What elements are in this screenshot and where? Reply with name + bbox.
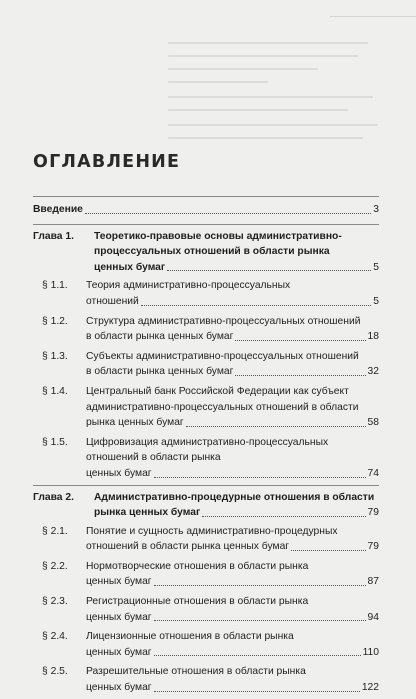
toc-page-number: 3 [373,204,379,215]
table-of-contents [33,196,379,699]
section-number: § 1.4. [42,385,68,397]
dot-leader [141,305,371,306]
dot-leader [202,516,365,517]
dot-leader [154,620,366,621]
toc-chapter-1[interactable] [33,225,379,278]
toc-page-number: 87 [367,576,379,588]
dot-leader [186,426,366,427]
toc-line: в области рынка ценных бумаг [86,331,234,343]
section-number: § 2.5. [42,666,68,678]
toc-entry-intro[interactable] [33,197,379,224]
toc-section-2-5[interactable] [33,663,379,698]
toc-page-number: 32 [367,366,379,378]
toc-page-number: 58 [367,417,379,429]
section-number: § 1.3. [42,350,68,362]
toc-line: Лицензионные отношения в области рынка [86,631,294,643]
section-number: § 1.5. [42,436,68,448]
section-number: § 2.4. [42,631,68,643]
toc-section-1-5[interactable] [33,434,379,485]
toc-line: процессуальных отношений в области рынка [94,246,330,258]
toc-page-number: 74 [367,467,379,479]
toc-section-1-2[interactable] [33,313,379,348]
toc-entry-title: Введение [33,204,83,215]
chapter-number: Глава 2. [33,491,74,503]
toc-line: в области рынка ценных бумаг [86,366,234,378]
dot-leader [235,340,365,341]
toc-line: отношений в области рынка ценных бумаг [86,541,290,553]
dot-leader [167,270,371,271]
bleed-through-background [0,0,416,150]
toc-section-2-4[interactable] [33,628,379,663]
section-number: § 1.2. [42,315,68,327]
toc-line: Структура административно-процессуальных отношений [86,315,361,327]
dot-leader [235,375,365,376]
toc-section-2-3[interactable] [33,593,379,628]
toc-line: Понятие и сущность административно-процедурных [86,525,338,537]
toc-line: ценных бумаг [94,261,166,273]
toc-line: Теоретико-правовые основы административно- [94,230,342,242]
section-number: § 2.3. [42,596,68,608]
chapter-number: Глава 1. [33,230,74,242]
dot-leader [154,691,360,692]
toc-line: Разрешительные отношения в области рынка [86,666,306,678]
toc-line: отношений в области рынка [86,452,221,464]
dot-leader [291,550,365,551]
page-title: ОГЛАВЛЕНИЕ [33,152,181,172]
toc-section-1-1[interactable] [33,277,379,312]
toc-line: ценных бумаг [86,576,152,588]
toc-page-number: 94 [367,611,379,623]
toc-line: Административно-процедурные отношения в области [94,491,375,503]
toc-page-number: 5 [373,261,379,273]
toc-line: рынка ценных бумаг [86,417,184,429]
toc-line: ценных бумаг [86,682,152,694]
toc-line: Теория административно-процессуальных [86,280,291,292]
dot-leader [154,477,366,478]
toc-line: отношений [86,295,139,307]
section-number: § 1.1. [42,280,68,292]
dot-leader [154,585,366,586]
toc-chapter-2[interactable] [33,486,379,523]
toc-line: Нормотворческие отношения в области рынка [86,560,309,572]
toc-line: административно-процессуальных отношений в области [86,401,359,413]
toc-page-number: 110 [362,646,379,658]
toc-section-2-2[interactable] [33,558,379,593]
section-number: § 2.1. [42,525,68,537]
toc-line: ценных бумаг [86,611,152,623]
dot-leader [154,655,361,656]
toc-line: Субъекты административно-процессуальных отношений [86,350,359,362]
toc-section-2-1[interactable] [33,523,379,558]
toc-line: Регистрационные отношения в области рынка [86,596,309,608]
toc-line: ценных бумаг [86,467,152,479]
toc-section-1-3[interactable] [33,348,379,383]
toc-page-number: 18 [367,331,379,343]
ghost-header-rule [330,16,416,17]
dot-leader [85,213,371,214]
toc-line: Цифровизация административно-процессуальных [86,436,329,448]
toc-page-number: 79 [367,541,379,553]
toc-page-number: 5 [373,295,379,307]
toc-page-number: 79 [367,507,379,519]
toc-page-number: 122 [361,682,379,694]
toc-line: рынка ценных бумаг [94,507,201,519]
toc-line: Центральный банк Российской Федерации как субъект [86,385,349,397]
toc-section-1-4[interactable] [33,383,379,434]
toc-line: ценных бумаг [86,646,152,658]
section-number: § 2.2. [42,560,68,572]
